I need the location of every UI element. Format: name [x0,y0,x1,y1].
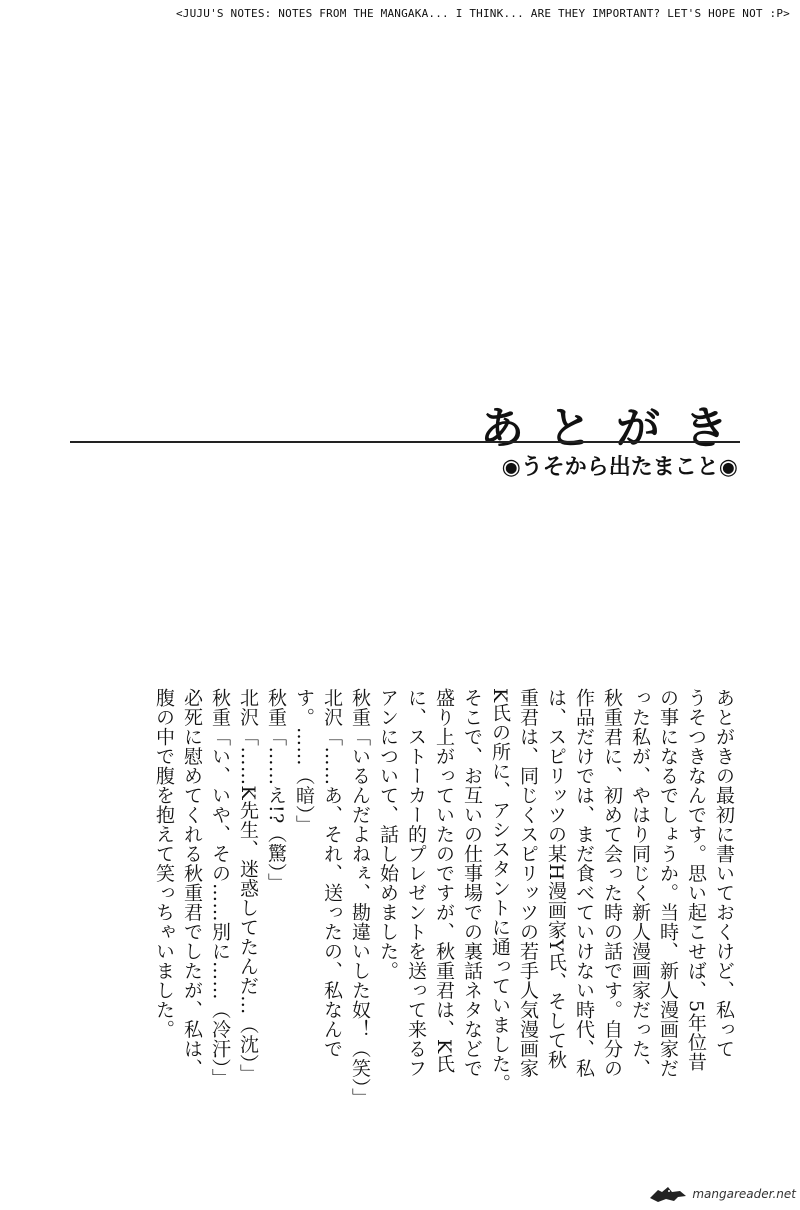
text-column: 秋重「いるんだよねぇ、勘違いした奴！（笑）」 [349,688,371,1108]
text-column: 作品だけでは、まだ食べていけない時代、私 [573,688,595,1078]
text-column: 秋重「……え!?（驚）」 [265,688,287,893]
title-divider [70,441,740,443]
text-column: に、ストーカー的プレゼントを送って来るフ [405,688,427,1078]
page-subtitle: ◉うそから出たまこと◉ [501,455,738,480]
text-column: そこで、お互いの仕事場での裏話ネタなどで [461,688,483,1078]
text-column: うそつきなんです。思い起こせば、5年位昔 [685,688,707,1072]
text-column: 北沢「……K先生、迷惑してたんだ…（沈）」 [237,688,259,1084]
text-column: 腹の中で腹を抱えて笑っちゃいました。 [153,688,175,1039]
text-column: 北沢「……あ、それ、送ったの、私なんで [321,688,343,1059]
text-column: 重君は、同じくスピリッツの若手人気漫画家 [517,688,539,1078]
text-column: った私が、やはり同じく新人漫画家だった、 [629,688,651,1078]
text-column: アンについて、話し始めました。 [377,688,399,981]
watermark-text: mangareader.net [692,1187,796,1201]
afterword-body [58,688,738,1113]
text-column: 盛り上がっていたのですが、秋重君は、K氏 [433,688,455,1074]
text-column: す。……（暗）」 [293,688,315,835]
text-column: K氏の所に、アシスタントに通っていました。 [489,688,511,1093]
text-column: あとがきの最初に書いておくけど、私って [713,688,735,1059]
text-column: の事になるでしょうか。当時、新人漫画家だ [657,688,679,1078]
translator-note: <JUJU'S NOTES: NOTES FROM THE MANGAKA... I THINK... ARE THEY IMPORTANT? LET'S HOPE NOT :P> [175,7,790,20]
text-column: 秋重「い、いや、その……別に……（冷汗）」 [209,688,231,1088]
text-column: 必死に慰めてくれる秋重君でしたが、私は、 [181,688,203,1078]
site-watermark [648,1184,796,1204]
wolf-logo-icon [648,1184,688,1204]
text-column: 秋重君に、初めて会った時の話です。自分の [601,688,623,1078]
page-title: あとがき [480,403,752,454]
text-column: は、スピリッツの某H漫画家Y氏、そして秋 [545,688,567,1070]
